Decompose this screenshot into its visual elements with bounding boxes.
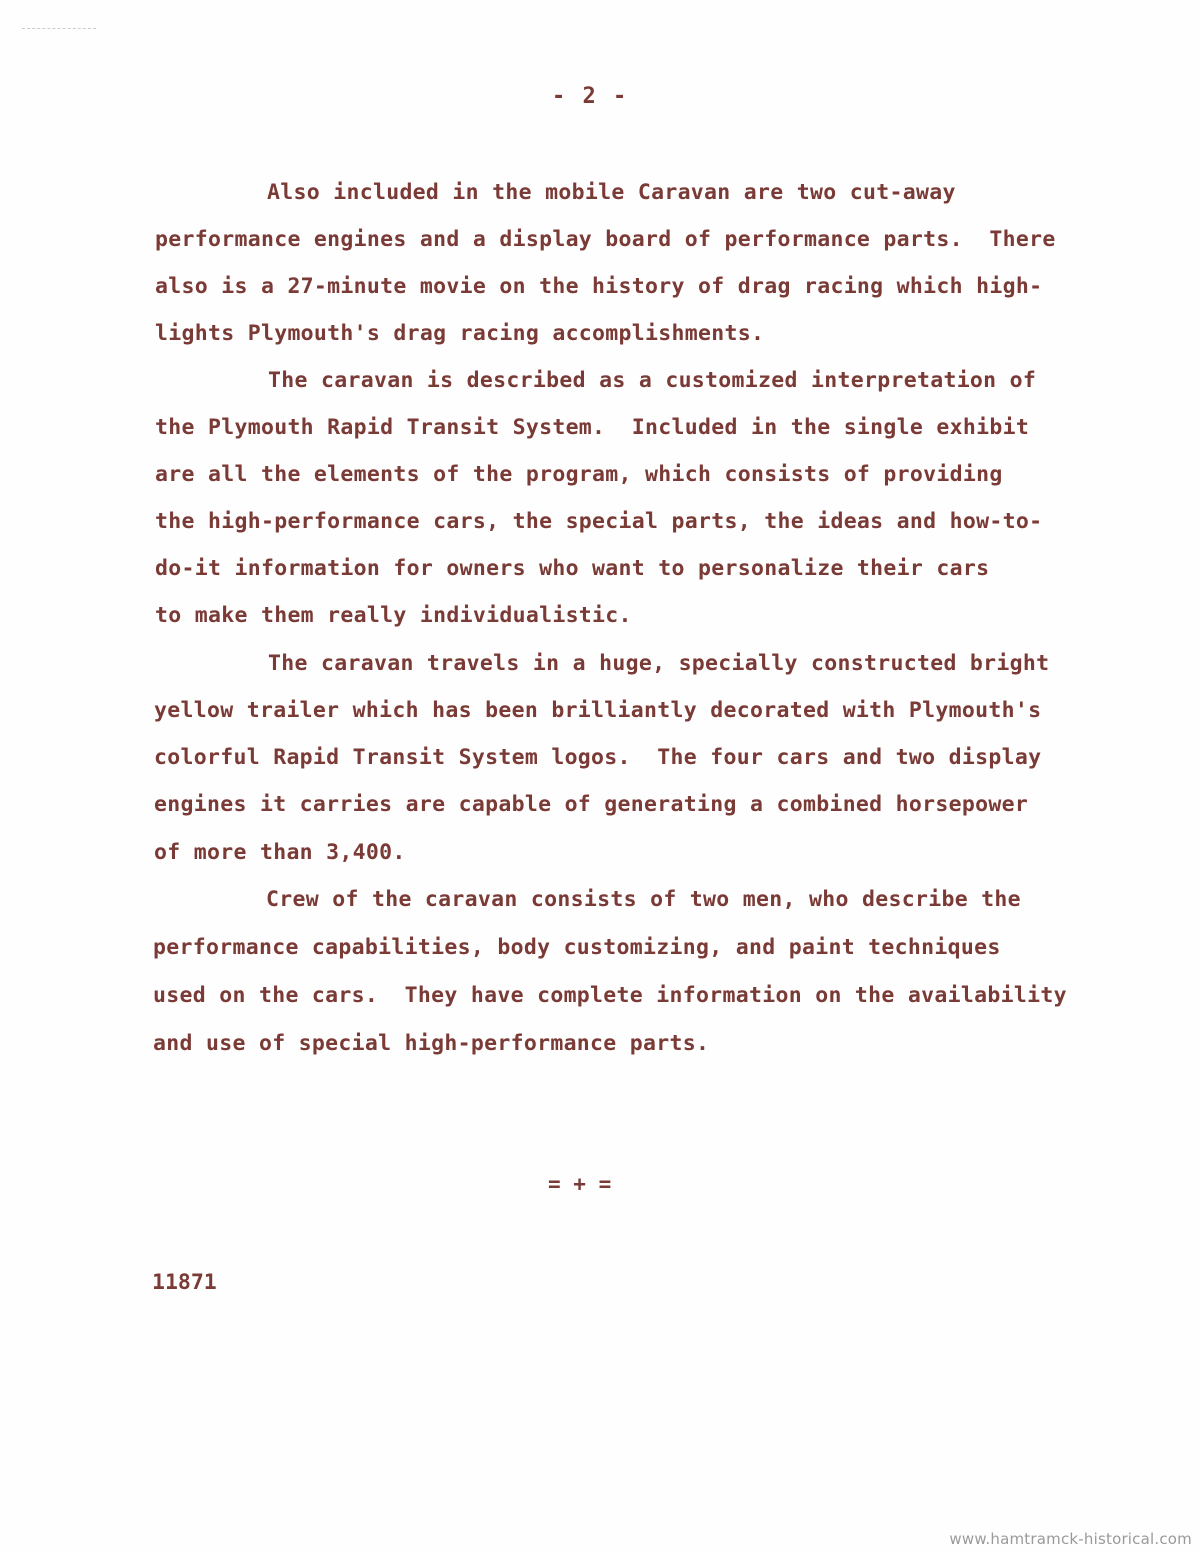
paragraph-2-line-3: are all the elements of the program, which consists of providing [155, 462, 1003, 487]
paragraph-2-line-4: the high-performance cars, the special parts, the ideas and how-to- [155, 509, 1043, 534]
paragraph-1-line-1: Also included in the mobile Caravan are two cut-away [267, 180, 956, 205]
end-of-document-mark: = + = [548, 1172, 612, 1196]
paragraph-2-line-5: do-it information for owners who want to personalize their cars [155, 556, 990, 581]
paragraph-4-line-2: performance capabilities, body customizing, and paint techniques [153, 935, 1001, 960]
corner-scribble [22, 28, 96, 32]
page-number: - 2 - [552, 84, 629, 109]
paragraph-2-line-1: The caravan is described as a customized interpretation of [268, 368, 1037, 393]
paragraph-4-line-4: and use of special high-performance parts. [153, 1031, 710, 1056]
paragraph-4-line-3: used on the cars. They have complete information on the availability [153, 983, 1067, 1008]
paragraph-3-line-3: colorful Rapid Transit System logos. The four cars and two display [154, 745, 1042, 770]
paragraph-1-line-2: performance engines and a display board of performance parts. There [155, 227, 1056, 252]
paragraph-4-line-1: Crew of the caravan consists of two men, who describe the [266, 887, 1021, 912]
paragraph-1-line-3: also is a 27-minute movie on the history of drag racing which high- [155, 274, 1043, 299]
site-watermark: www.hamtramck-historical.com [949, 1530, 1192, 1548]
document-number: 11871 [152, 1270, 217, 1295]
paragraph-1-line-4: lights Plymouth's drag racing accomplishments. [155, 321, 765, 346]
paragraph-3-line-4: engines it carries are capable of generating a combined horsepower [154, 792, 1029, 817]
paragraph-2-line-2: the Plymouth Rapid Transit System. Included in the single exhibit [155, 415, 1030, 440]
paragraph-3-line-1: The caravan travels in a huge, specially constructed bright [268, 651, 1050, 676]
paragraph-3-line-2: yellow trailer which has been brilliantly decorated with Plymouth's [154, 698, 1042, 723]
paragraph-3-line-5: of more than 3,400. [154, 840, 406, 865]
paragraph-2-line-6: to make them really individualistic. [155, 603, 632, 628]
